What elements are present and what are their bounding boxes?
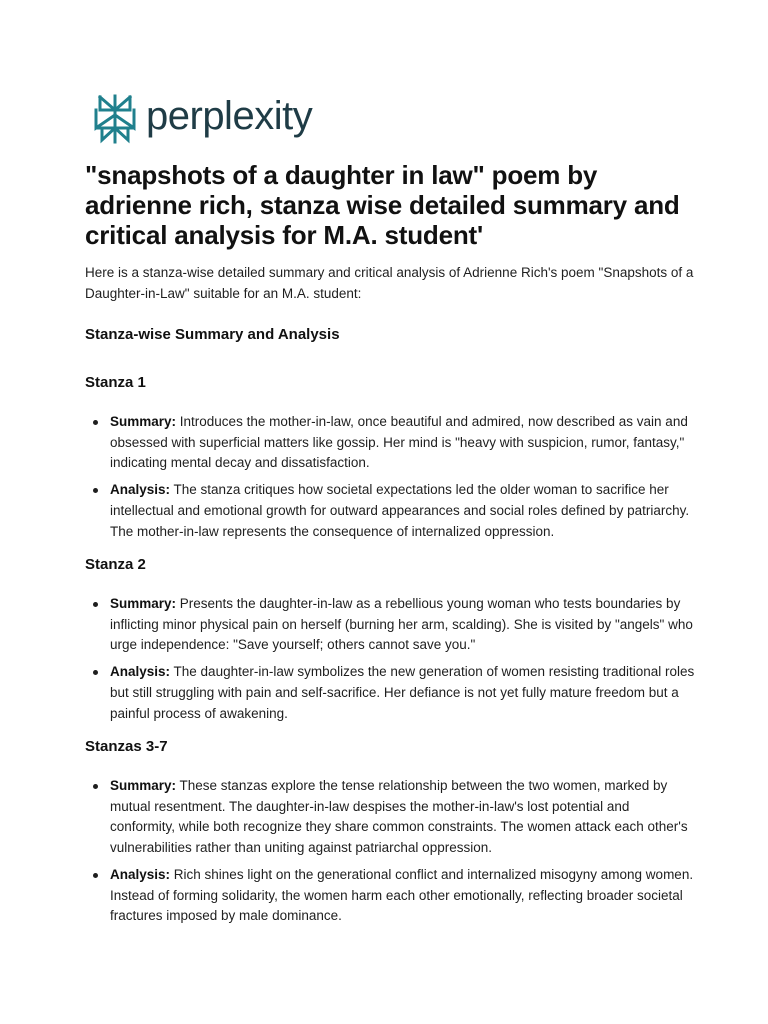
analysis-label: Analysis:	[110, 664, 171, 680]
analysis-label: Analysis:	[110, 866, 171, 882]
summary-bullet	[85, 412, 695, 474]
summary-text: Introduces the mother-in-law, once beautiful and admired, now described as vain and obsessed with superficial matters like gossip. Her mind is "heavy with suspicion, rumor, fantasy," indicating mental decay and dissatisfaction.	[110, 414, 688, 471]
summary-bullet	[85, 776, 695, 859]
stanza-section	[85, 373, 695, 542]
stanza-bullets	[85, 594, 695, 724]
summary-text: Presents the daughter-in-law as a rebellious young woman who tests boundaries by inflicting minor physical pain on herself (burning her arm, scalding). She is visited by "angels" who urge independence: "Save yourself; others cannot save you."	[110, 596, 693, 653]
bullet-dot	[93, 602, 98, 607]
summary-label: Summary:	[110, 778, 177, 793]
intro-paragraph: Here is a stanza-wise detailed summary and critical analysis of Adrienne Rich's poem "Snapshots of a Daughter-in-Law" suitable for an M.A. student:	[85, 265, 694, 301]
section-heading: Stanza-wise Summary and Analysis	[85, 326, 340, 343]
bullet-dot	[93, 488, 98, 493]
summary-label: Summary:	[110, 596, 177, 611]
perplexity-logo	[94, 94, 312, 144]
stanza-section	[85, 555, 695, 724]
analysis-bullet	[85, 865, 695, 927]
analysis-label: Analysis:	[110, 482, 171, 498]
analysis-bullet	[85, 662, 695, 724]
stanza-bullets	[85, 412, 695, 542]
stanza-heading: Stanzas 3-7	[85, 738, 168, 755]
analysis-text: The stanza critiques how societal expectations led the older woman to sacrifice her intellectual and emotional growth for outward appearances and social roles defined by patriarchy. The mother-in-law represents the consequence of internalized oppression.	[110, 482, 690, 539]
perplexity-wordmark: perplexity	[146, 94, 313, 138]
bullet-dot	[93, 784, 98, 789]
summary-text: These stanzas explore the tense relationship between the two women, marked by mutual resentment. The daughter-in-law despises the mother-in-law's lost potential and conformity, while both recognize they share common constraints. The women attack each other's vulnerabilities rather than uniting against patriarchal oppression.	[110, 778, 688, 856]
document-title: "snapshots of a daughter in law" poem by adrienne rich, stanza wise detailed summary and critical analysis for M.A. student'	[85, 160, 680, 250]
stanza-bullets	[85, 776, 695, 927]
stanza-heading: Stanza 2	[85, 556, 146, 573]
analysis-text: The daughter-in-law symbolizes the new generation of women resisting traditional roles but still struggling with pain and self-sacrifice. Her defiance is not yet fully mature freedom but a painful process of awakening.	[110, 664, 695, 721]
analysis-text: Rich shines light on the generational conflict and internalized misogyny among women. Instead of forming solidarity, the women harm each other emotionally, reflecting broader societal fractures imposed by male dominance.	[110, 866, 694, 924]
bullet-dot	[93, 670, 98, 675]
perplexity-logo-icon	[94, 94, 136, 144]
analysis-bullet	[85, 480, 695, 542]
summary-bullet	[85, 594, 695, 656]
stanza-heading: Stanza 1	[85, 374, 146, 391]
stanza-section	[85, 737, 695, 927]
summary-label: Summary:	[110, 414, 177, 429]
bullet-dot	[93, 873, 98, 878]
bullet-dot	[93, 420, 98, 425]
